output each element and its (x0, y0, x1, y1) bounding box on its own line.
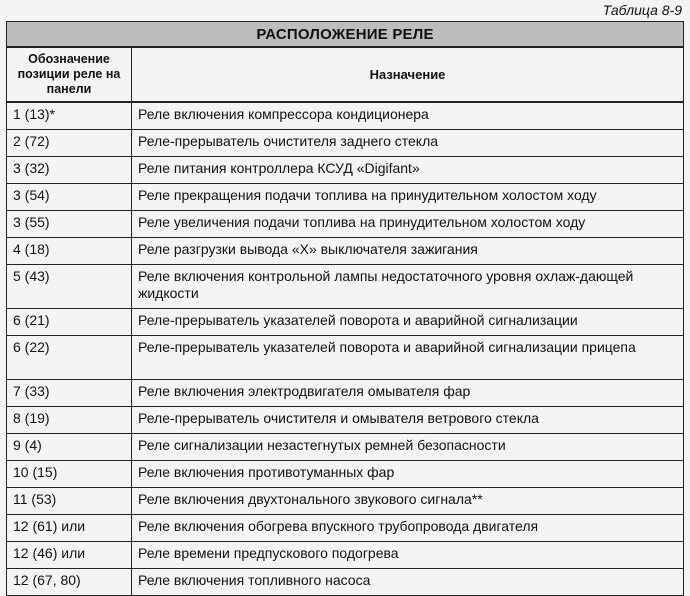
table-row (7, 569, 684, 596)
table-row (7, 434, 684, 461)
cell-purpose: Реле прекращения подачи топлива на принудительном холостом ходу (132, 184, 684, 211)
relay-table (6, 21, 684, 596)
cell-position: 5 (43) (7, 265, 132, 309)
table-row (7, 488, 684, 515)
header-purpose: Назначение (132, 47, 684, 102)
table-caption: Таблица 8-9 (602, 2, 682, 18)
cell-purpose: Реле включения компрессора кондиционера (132, 102, 684, 130)
cell-purpose: Реле включения контрольной лампы недостаточного уровня охлаж-дающей жидкости (132, 265, 684, 309)
table-title: РАСПОЛОЖЕНИЕ РЕЛЕ (7, 22, 684, 48)
table-title-row (7, 22, 684, 48)
cell-purpose: Реле-прерыватель очистителя заднего стекла (132, 130, 684, 157)
table-row (7, 184, 684, 211)
cell-purpose: Реле включения противотуманных фар (132, 461, 684, 488)
cell-purpose: Реле-прерыватель очистителя и омывателя ветрового стекла (132, 407, 684, 434)
table-row (7, 461, 684, 488)
table-row (7, 265, 684, 309)
table-row (7, 515, 684, 542)
table-row (7, 380, 684, 407)
table-row (7, 238, 684, 265)
cell-position: 6 (22) (7, 336, 132, 380)
cell-position: 12 (67, 80) (7, 569, 132, 596)
cell-purpose: Реле-прерыватель указателей поворота и аварийной сигнализации (132, 309, 684, 336)
table-row (7, 309, 684, 336)
cell-purpose: Реле времени предпускового подогрева (132, 542, 684, 569)
cell-position: 8 (19) (7, 407, 132, 434)
cell-position: 3 (32) (7, 157, 132, 184)
cell-position: 1 (13)* (7, 102, 132, 130)
cell-position: 3 (55) (7, 211, 132, 238)
table-row (7, 102, 684, 130)
cell-purpose: Реле включения двухтонального звукового сигнала** (132, 488, 684, 515)
cell-purpose: Реле включения топливного насоса (132, 569, 684, 596)
table-row (7, 336, 684, 380)
cell-purpose: Реле питания контроллера КСУД «Digifant» (132, 157, 684, 184)
cell-purpose: Реле сигнализации незастегнутых ремней безопасности (132, 434, 684, 461)
cell-position: 2 (72) (7, 130, 132, 157)
cell-position: 11 (53) (7, 488, 132, 515)
cell-position: 10 (15) (7, 461, 132, 488)
cell-position: 6 (21) (7, 309, 132, 336)
table-body (7, 102, 684, 596)
table-header-row (7, 47, 684, 102)
cell-position: 9 (4) (7, 434, 132, 461)
table-row (7, 130, 684, 157)
table-row (7, 211, 684, 238)
header-position: Обозначение позиции реле на панели (7, 47, 132, 102)
cell-position: 7 (33) (7, 380, 132, 407)
cell-purpose: Реле включения электродвигателя омывателя фар (132, 380, 684, 407)
cell-position: 3 (54) (7, 184, 132, 211)
table-row (7, 157, 684, 184)
cell-purpose: Реле-прерыватель указателей поворота и аварийной сигнализации прицепа (132, 336, 684, 380)
table-row (7, 542, 684, 569)
table-row (7, 407, 684, 434)
cell-purpose: Реле включения обогрева впускного трубопровода двигателя (132, 515, 684, 542)
cell-purpose: Реле разгрузки вывода «X» выключателя зажигания (132, 238, 684, 265)
cell-position: 4 (18) (7, 238, 132, 265)
cell-purpose: Реле увеличения подачи топлива на принудительном холостом ходу (132, 211, 684, 238)
cell-position: 12 (61) или (7, 515, 132, 542)
cell-position: 12 (46) или (7, 542, 132, 569)
